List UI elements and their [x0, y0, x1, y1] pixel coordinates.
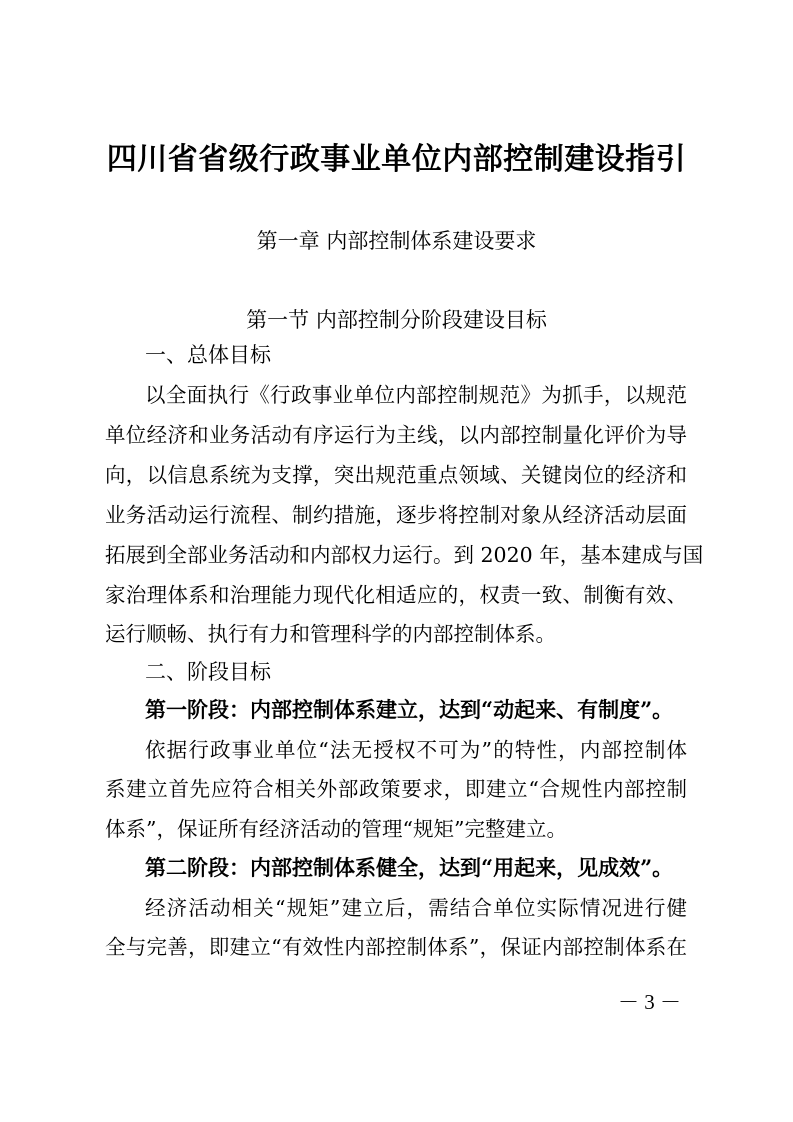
chapter-heading: 第一章 内部控制体系建设要求 — [256, 229, 537, 253]
page-number: － 3 － — [618, 990, 681, 1014]
document-title: 四川省省级行政事业单位内部控制建设指引 — [106, 142, 687, 177]
stage-one-heading: 第一阶段：内部控制体系建立，达到“动起来、有制度”。 — [145, 697, 674, 722]
paragraph-line: 全与完善，即建立“有效性内部控制体系”，保证内部控制体系在 — [105, 935, 687, 959]
paragraph-line: 运行顺畅、执行有力和管理科学的内部控制体系。 — [105, 622, 556, 646]
heading-stage-goals: 二、阶段目标 — [145, 660, 271, 684]
section-heading: 第一节 内部控制分阶段建设目标 — [246, 308, 547, 332]
stage-two-heading: 第二阶段：内部控制体系健全，达到“用起来，见成效”。 — [145, 855, 674, 880]
paragraph-line: 系建立首先应符合相关外部政策要求，即建立“合规性内部控制 — [105, 777, 687, 801]
heading-overall-goal: 一、总体目标 — [145, 343, 271, 367]
paragraph-line: 业务活动运行流程、制约措施，逐步将控制对象从经济活动层面 — [105, 503, 687, 527]
paragraph-line: 经济活动相关“规矩”建立后，需结合单位实际情况进行健 — [145, 896, 687, 920]
paragraph-line: 单位经济和业务活动有序运行为主线，以内部控制量化评价为导 — [105, 423, 687, 447]
paragraph-line: 拓展到全部业务活动和内部权力运行。到 2020 年，基本建成与国 — [105, 543, 704, 567]
paragraph-line: 家治理体系和治理能力现代化相适应的，权责一致、制衡有效、 — [105, 583, 687, 607]
paragraph-line: 体系”，保证所有经济活动的管理“规矩”完整建立。 — [105, 817, 567, 841]
paragraph-line: 向，以信息系统为支撑，突出规范重点领域、关键岗位的经济和 — [105, 463, 687, 487]
paragraph-line: 依据行政事业单位“法无授权不可为”的特性，内部控制体 — [145, 738, 687, 762]
paragraph-line: 以全面执行《行政事业单位内部控制规范》为抓手，以规范 — [145, 383, 687, 407]
